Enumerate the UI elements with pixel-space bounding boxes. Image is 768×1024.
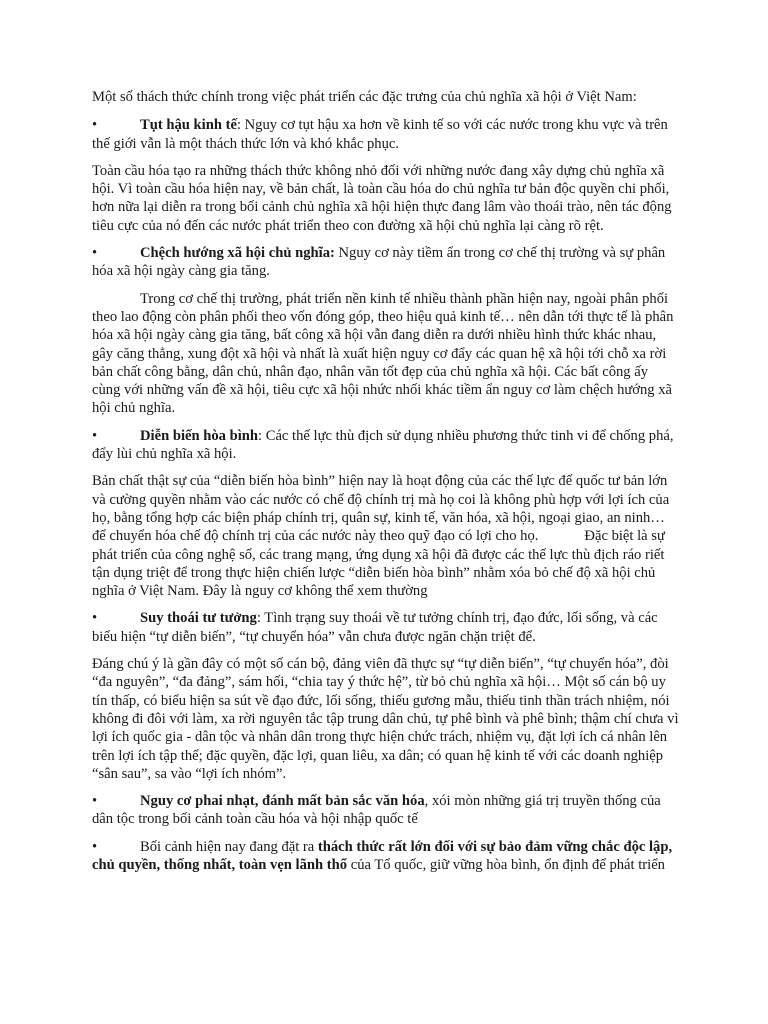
bullet-prefix: Bối cảnh hiện nay đang đặt ra [140, 838, 318, 855]
bullet-text: : Các thế lực thù địch sử dụng nhiều phương thức tinh vi để chống phá, đẩy lùi chủ nghĩa xã hội. [92, 427, 674, 463]
bullet-marker: • [92, 117, 98, 134]
bullet-heading: Suy thoái tư tưởng [140, 610, 257, 627]
paragraph-text: Bản chất thật sự của “diễn biến hòa bình” hiện nay là hoạt động của các thế lực đế quốc tư bản lớn và cường quyền nhằm vào các nước có chế độ chính trị mà họ coi là không phù hợp với lợi ích của họ, bằng tổng hợp các biện pháp chính trị, quân sự, kinh tế, văn hóa, xã hội, ngoại giao, an ninh… để chuyển hóa chế độ chính trị của các nước này theo quỹ đạo có lợi cho họ. [92, 473, 670, 545]
bullet-text: Nguy cơ này tiềm ẩn trong cơ chế thị trường và sự phân hóa xã hội ngày càng gia tăng. [92, 245, 666, 280]
bullet-heading: Diễn biến hòa bình [140, 427, 259, 444]
bullet-heading: Tụt hậu kinh tế [140, 117, 237, 134]
bullet-text: : Nguy cơ tụt hậu xa hơn về kinh tế so với các nước trong khu vực và trên thế giới vẫn là một thách thức lớn và khó khắc phục. [92, 117, 668, 152]
bullet-marker: • [92, 610, 98, 627]
bullet-item-cultural-identity [92, 792, 680, 829]
bullet-heading: Nguy cơ phai nhạt, đánh mất bản sắc văn hóa [140, 793, 425, 810]
paragraph-text-cont: Đặc biệt là sự phát triển của công nghệ số, các trang mạng, ứng dụng xã hội đã được các thế lực thù địch ráo riết tận dụng triệt để trong thực hiện chiến lược “diễn biến hòa bình” nhằm xóa bỏ chế độ xã hội chủ nghĩa ở Việt Nam. Đây là nguy cơ không thể xem thường [92, 528, 665, 600]
bullet-marker: • [92, 245, 98, 262]
bullet-text: của Tổ quốc, giữ vững hòa bình, ổn định để phát triển [347, 856, 665, 873]
paragraph [92, 472, 680, 600]
bullet-heading: thách thức rất lớn đối với sự bảo đảm vững chắc độc lập, chủ quyền, thống nhất, toàn vẹn lãnh thổ [92, 838, 673, 873]
document-title: Một số thách thức chính trong việc phát triển các đặc trưng của chủ nghĩa xã hội ở Việt Nam: [92, 89, 637, 105]
bullet-item-ideological-decline [92, 609, 680, 646]
bullet-item-peaceful-evolution [92, 427, 680, 464]
bullet-marker: • [92, 793, 98, 810]
bullet-item-sovereignty [92, 838, 680, 875]
document-page [92, 88, 680, 883]
bullet-marker: • [92, 838, 98, 855]
bullet-text: , xói mòn những giá trị truyền thống của dân tộc trong bối cảnh toàn cầu hóa và hội nhập quốc tế [92, 793, 661, 828]
bullet-marker: • [92, 427, 98, 444]
bullet-text: : Tình trạng suy thoái về tư tưởng chính trị, đạo đức, lối sống, và các biểu hiện “tự diễn biến”, “tự chuyển hóa” vẫn chưa được ngăn chặn triệt để. [92, 610, 658, 645]
paragraph-text: Trong cơ chế thị trường, phát triển nền kinh tế nhiều thành phần hiện nay, ngoài phân phối theo lao động còn phân phối theo vốn đóng góp, theo hiệu quả kinh tế… nên dẫn tới thực tế là phân hóa xã hội ngày càng gia tăng, bất công xã hội vẫn đang diễn ra dưới nhiều hình thức khác nhau, gây căng thẳng, xung đột xã hội và nhất là xuất hiện nguy cơ đẩy các quan hệ xã hội tới chỗ xa rời bản chất công bằng, dân chủ, nhân đạo, nhân văn tốt đẹp của chủ nghĩa xã hội. Các bất công ấy cùng với những vấn đề xã hội, tiêu cực xã hội nhức nhối khác tiềm ẩn nguy cơ làm chệch hướng xã hội chủ nghĩa. [92, 290, 674, 417]
bullet-item-socialist-deviation [92, 244, 680, 281]
bullet-heading: Chệch hướng xã hội chủ nghĩa: [140, 245, 335, 262]
paragraph: Đáng chú ý là gần đây có một số cán bộ, đảng viên đã thực sự “tự diễn biến”, “tự chuyển hóa”, đòi “đa nguyên”, “đa đảng”, sám hối, “chia tay ý thức hệ”, từ bỏ chủ nghĩa xã hội… Một số cán bộ uy tín thấp, có biểu hiện sa sút về đạo đức, lối sống, thiếu gương mẫu, thiếu tinh thần trách nhiệm, nói không đi đôi với làm, xa rời nguyên tắc tập trung dân chủ, tự phê bình và phê bình; thậm chí chưa vì lợi ích quốc gia - dân tộc và nhân dân trong thực hiện chức trách, nhiệm vụ, đặt lợi ích cá nhân lên trên lợi ích tập thể; đặc quyền, đặc lợi, quan liêu, xa dân; có quan hệ kinh tế với các doanh nghiệp “sân sau”, sa vào “lợi ích nhóm”. [92, 656, 679, 782]
paragraph: Toàn cầu hóa tạo ra những thách thức không nhỏ đối với những nước đang xây dựng chủ nghĩa xã hội. Vì toàn cầu hóa hiện nay, về bản chất, là toàn cầu hóa do chủ nghĩa tư bản độc quyền chi phối, hơn nữa lại diễn ra trong bối cảnh chủ nghĩa xã hội hiện thực đang lâm vào thoái trào, nên tác động tiêu cực của nó đến các nước phát triển theo con đường xã hội chủ nghĩa lại càng rõ rệt. [92, 162, 672, 234]
bullet-item-economic-lag [92, 116, 680, 153]
paragraph [92, 290, 680, 418]
